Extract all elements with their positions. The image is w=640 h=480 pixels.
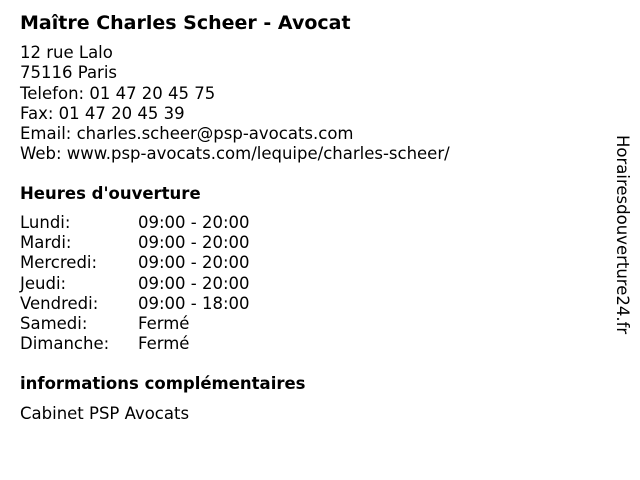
day-label: Lundi: <box>20 213 71 232</box>
hours-row-monday <box>20 213 320 233</box>
additional-info-text: Cabinet PSP Avocats <box>20 404 190 423</box>
hours-value: 09:00 - 20:00 <box>138 213 250 232</box>
hours-row-friday <box>20 294 320 314</box>
hours-row-saturday <box>20 314 320 334</box>
email-address: Email: charles.scheer@psp-avocats.com <box>20 124 354 144</box>
hours-value: Fermé <box>138 313 190 333</box>
hours-row-wednesday <box>20 253 320 273</box>
hours-value: Fermé <box>138 334 190 354</box>
hours-row-tuesday <box>20 233 320 253</box>
hours-value: 09:00 - 20:00 <box>138 233 250 253</box>
day-label: Jeudi: <box>20 273 67 293</box>
street-address: 12 rue Lalo <box>20 43 113 62</box>
day-label: Samedi: <box>20 313 88 333</box>
fax-number: Fax: 01 47 20 45 39 <box>20 103 185 123</box>
hours-value: 09:00 - 18:00 <box>138 293 250 313</box>
phone-number: Telefon: 01 47 20 45 75 <box>20 83 216 103</box>
additional-info-heading: informations complémentaires <box>20 374 306 393</box>
site-watermark: Horairesdouverture24.fr <box>613 135 632 335</box>
hours-row-sunday <box>20 334 320 354</box>
website-url: Web: www.psp-avocats.com/lequipe/charles-scheer/ <box>20 144 450 164</box>
page-title: Maître Charles Scheer - Avocat <box>20 12 351 34</box>
opening-hours-table <box>20 213 320 354</box>
hours-row-thursday <box>20 274 320 294</box>
contact-block <box>20 43 450 165</box>
day-label: Mercredi: <box>20 253 98 273</box>
day-label: Vendredi: <box>20 293 99 313</box>
opening-hours-heading: Heures d'ouverture <box>20 184 201 203</box>
city-postcode: 75116 Paris <box>20 63 118 83</box>
hours-value: 09:00 - 20:00 <box>138 253 250 273</box>
day-label: Dimanche: <box>20 334 110 354</box>
day-label: Mardi: <box>20 233 72 253</box>
hours-value: 09:00 - 20:00 <box>138 273 250 293</box>
